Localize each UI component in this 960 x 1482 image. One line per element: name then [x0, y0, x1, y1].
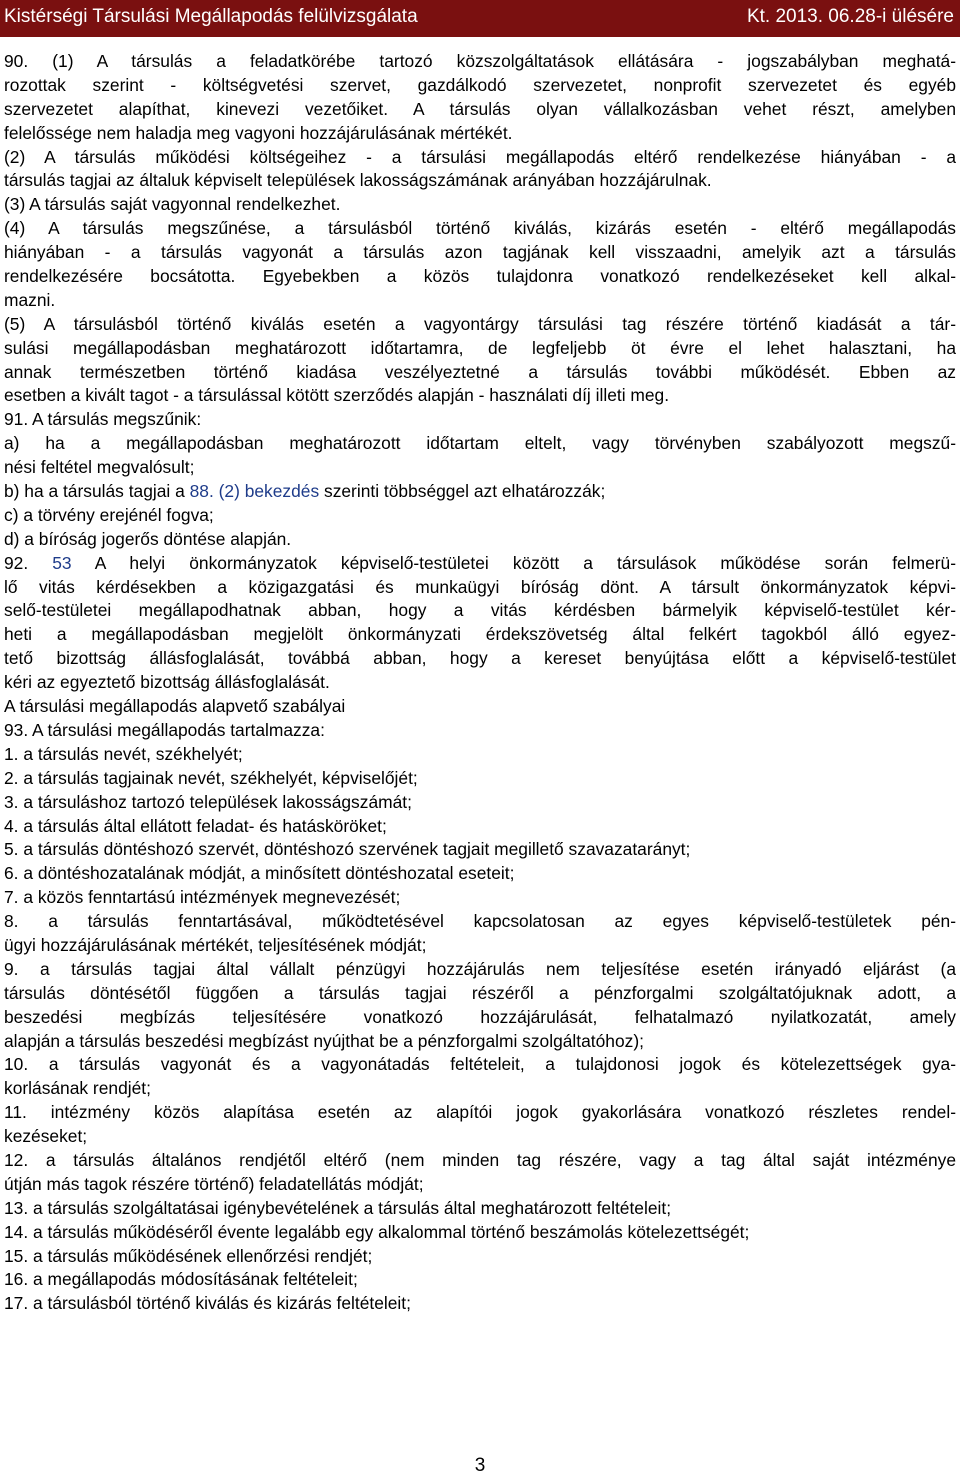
text-line: rendelkezésére bocsátotta. Egyebekben a közös tulajdonra vonatkozó rendelkezéseket kell alkal- — [4, 266, 956, 287]
text-line: 5. a társulás döntéshozó szervét, döntéshozó szervének tagjait megillető szavazatarányt; — [4, 839, 691, 860]
text-line: 3. a társuláshoz tartozó települések lakosságszámát; — [4, 791, 412, 812]
text-line: nési feltétel megvalósult; — [4, 457, 195, 478]
page-number: 3 — [474, 1455, 486, 1476]
text-line: 10. a társulás vagyonát és a vagyonátadás feltételeit, a tulajdonosi jogok és kötelezettségek gya- — [4, 1054, 956, 1075]
text-line: selő-testületei megállapodhatnak abban, hogy a vitás kérdésben bármelyik képviselő-testület kér- — [4, 600, 956, 621]
line-text: szerinti többséggel azt elhatározzák; — [324, 481, 606, 502]
text-line: 8. a társulás fenntartásával, működtetésével kapcsolatosan az egyes képviselő-testületek pén- — [4, 911, 956, 932]
text-line: c) a törvény erejénél fogva; — [4, 504, 214, 525]
text-line: (2) A társulás működési költségeihez - a társulási megállapodás eltérő rendelkezése hiányában - a — [4, 146, 956, 167]
text-line: 11. intézmény közös alapítása esetén az alapítói jogok gyakorlására vonatkozó részletes rendel- — [4, 1102, 956, 1123]
document-title: Kistérségi Társulási Megállapodás felülvizsgálata — [4, 6, 418, 27]
text-line: heti a megállapodásban megjelölt önkormányzati érdekszövetség által felkért tagokból álló egyez- — [4, 624, 956, 645]
text-line: 14. a társulás működéséről évente legalább egy alkalommal történő beszámolás kötelezettségét; — [4, 1221, 750, 1242]
text-line: szervezetet alapíthat, kinevezi vezetőiket. A társulás olyan vállalkozásban vehet részt, amelyben — [4, 98, 956, 119]
text-line: tető bizottság állásfoglalását, továbbá abban, hogy a kereset benyújtása előtt a képviselő-testület — [4, 648, 956, 669]
text-line: lő vitás kérdésekben a közigazgatási és munkaügyi bíróság dönt. A társult önkormányzatok képvi- — [4, 576, 956, 597]
text-line: 9. a társulás tagjai által vállalt pénzügyi hozzájárulás nem teljesítése esetén irányadó eljárást (a — [4, 958, 956, 979]
text-line: ügyi hozzájárulásának mértékét, teljesítésének módját; — [4, 934, 427, 955]
text-line: 93. A társulási megállapodás tartalmazza: — [4, 719, 325, 740]
text-line — [4, 552, 956, 576]
text-line: kezéseket; — [4, 1126, 88, 1147]
text-line: 2. a társulás tagjainak nevét, székhelyét, képviselőjét; — [4, 767, 418, 788]
text-line: 91. A társulás megszűnik: — [4, 409, 202, 430]
text-line: 90. (1) A társulás a feladatkörébe tartozó közszolgáltatások ellátására - jogszabályban meghatá- — [4, 51, 956, 71]
meeting-date: Kt. 2013. 06.28-i ülésére — [746, 6, 954, 27]
text-line: 16. a megállapodás módosításának feltételeit; — [4, 1269, 358, 1290]
text-line: 13. a társulás szolgáltatásai igénybevételének a társulás által meghatározott feltételeit; — [4, 1197, 672, 1218]
line-text: b) ha a társulás tagjai a — [4, 481, 190, 502]
reference-link[interactable]: 88. (2) bekezdés — [189, 481, 320, 502]
document-header — [0, 0, 960, 37]
text-line: mazni. — [4, 289, 56, 310]
text-line: útján más tagok részére történő) feladatellátás módját; — [4, 1173, 424, 1194]
text-line: beszedési megbízás teljesítésére vonatkozó hozzájárulását, felhatalmazó nyilatkozatát, amely — [4, 1006, 956, 1027]
text-line: (3) A társulás saját vagyonnal rendelkezhet. — [4, 194, 341, 215]
text-line: (5) A társulásból történő kiválás esetén a vagyontárgy társulási tag részére történő kiadását a tár- — [4, 313, 956, 334]
text-line: sulási megállapodásban meghatározott időtartamra, de legfeljebb öt évre el lehet halasztani, ha — [4, 337, 956, 358]
line-text: A helyi önkormányzatok képviselő-testületei között a társulások működése során felmerü- — [94, 552, 956, 573]
text-line: korlásának rendjét; — [4, 1078, 151, 1099]
text-line: (4) A társulás megszűnése, a társulásból történő kiválás, kizárás esetén - eltérő megállapodás — [4, 218, 956, 239]
text-line: esetben a kivált tagot - a társulással kötött szerződés alapján - használati díj illeti meg. — [4, 385, 670, 406]
text-line: hiányában - a társulás vagyonát a társulás azon tagjának kell visszaadni, amelyik azt a társulás — [4, 242, 956, 263]
text-line: kéri az egyeztető bizottság állásfoglalását. — [4, 672, 330, 693]
text-line: felelőssége nem haladja meg vagyoni hozzájárulásának mértékét. — [4, 122, 513, 143]
text-line: 7. a közös fenntartású intézmények megnevezését; — [4, 887, 401, 908]
text-line: alapján a társulás beszedési megbízást nyújthat be a pénzforgalmi szolgáltatóhoz); — [4, 1030, 644, 1051]
text-line: 17. a társulásból történő kiválás és kizárás feltételeit; — [4, 1293, 411, 1314]
text-line: A társulási megállapodás alapvető szabályai — [4, 696, 346, 717]
text-line: társulás döntésétől függően a társulás tagjai részéről a pénzforgalmi szolgáltatójuknak adott, a — [4, 982, 956, 1003]
text-line: társulás tagjai az általuk képviselt települések lakosságszámának arányában hozzájárulnak. — [4, 170, 712, 191]
text-line: d) a bíróság jogerős döntése alapján. — [4, 528, 292, 549]
text-line: annak természetben történő kiadása veszélyeztetné a társulás további működését. Ebben az — [4, 361, 956, 382]
text-line: 4. a társulás által ellátott feladat- és hatásköröket; — [4, 815, 387, 836]
document-body — [4, 50, 956, 1316]
text-line: 6. a döntéshozatalának módját, a minősített döntéshozatal eseteit; — [4, 863, 515, 884]
text-line: 15. a társulás működésének ellenőrzési rendjét; — [4, 1245, 373, 1266]
text-line: a) ha a megállapodásban meghatározott időtartam eltelt, vagy törvényben szabályozott megszű- — [4, 433, 956, 454]
reference-link[interactable]: 53 — [52, 552, 72, 573]
text-line: 1. a társulás nevét, székhelyét; — [4, 743, 243, 764]
text-line: rozottak szerint - költségvetési szervet, gazdálkodó szervezetet, nonprofit szervezetet és egyéb — [4, 74, 956, 95]
line-text: 92. — [4, 552, 53, 573]
text-line: 12. a társulás általános rendjétől eltérő (nem minden tag részére, vagy a tag által saját intézménye — [4, 1149, 956, 1170]
text-line — [4, 480, 956, 504]
